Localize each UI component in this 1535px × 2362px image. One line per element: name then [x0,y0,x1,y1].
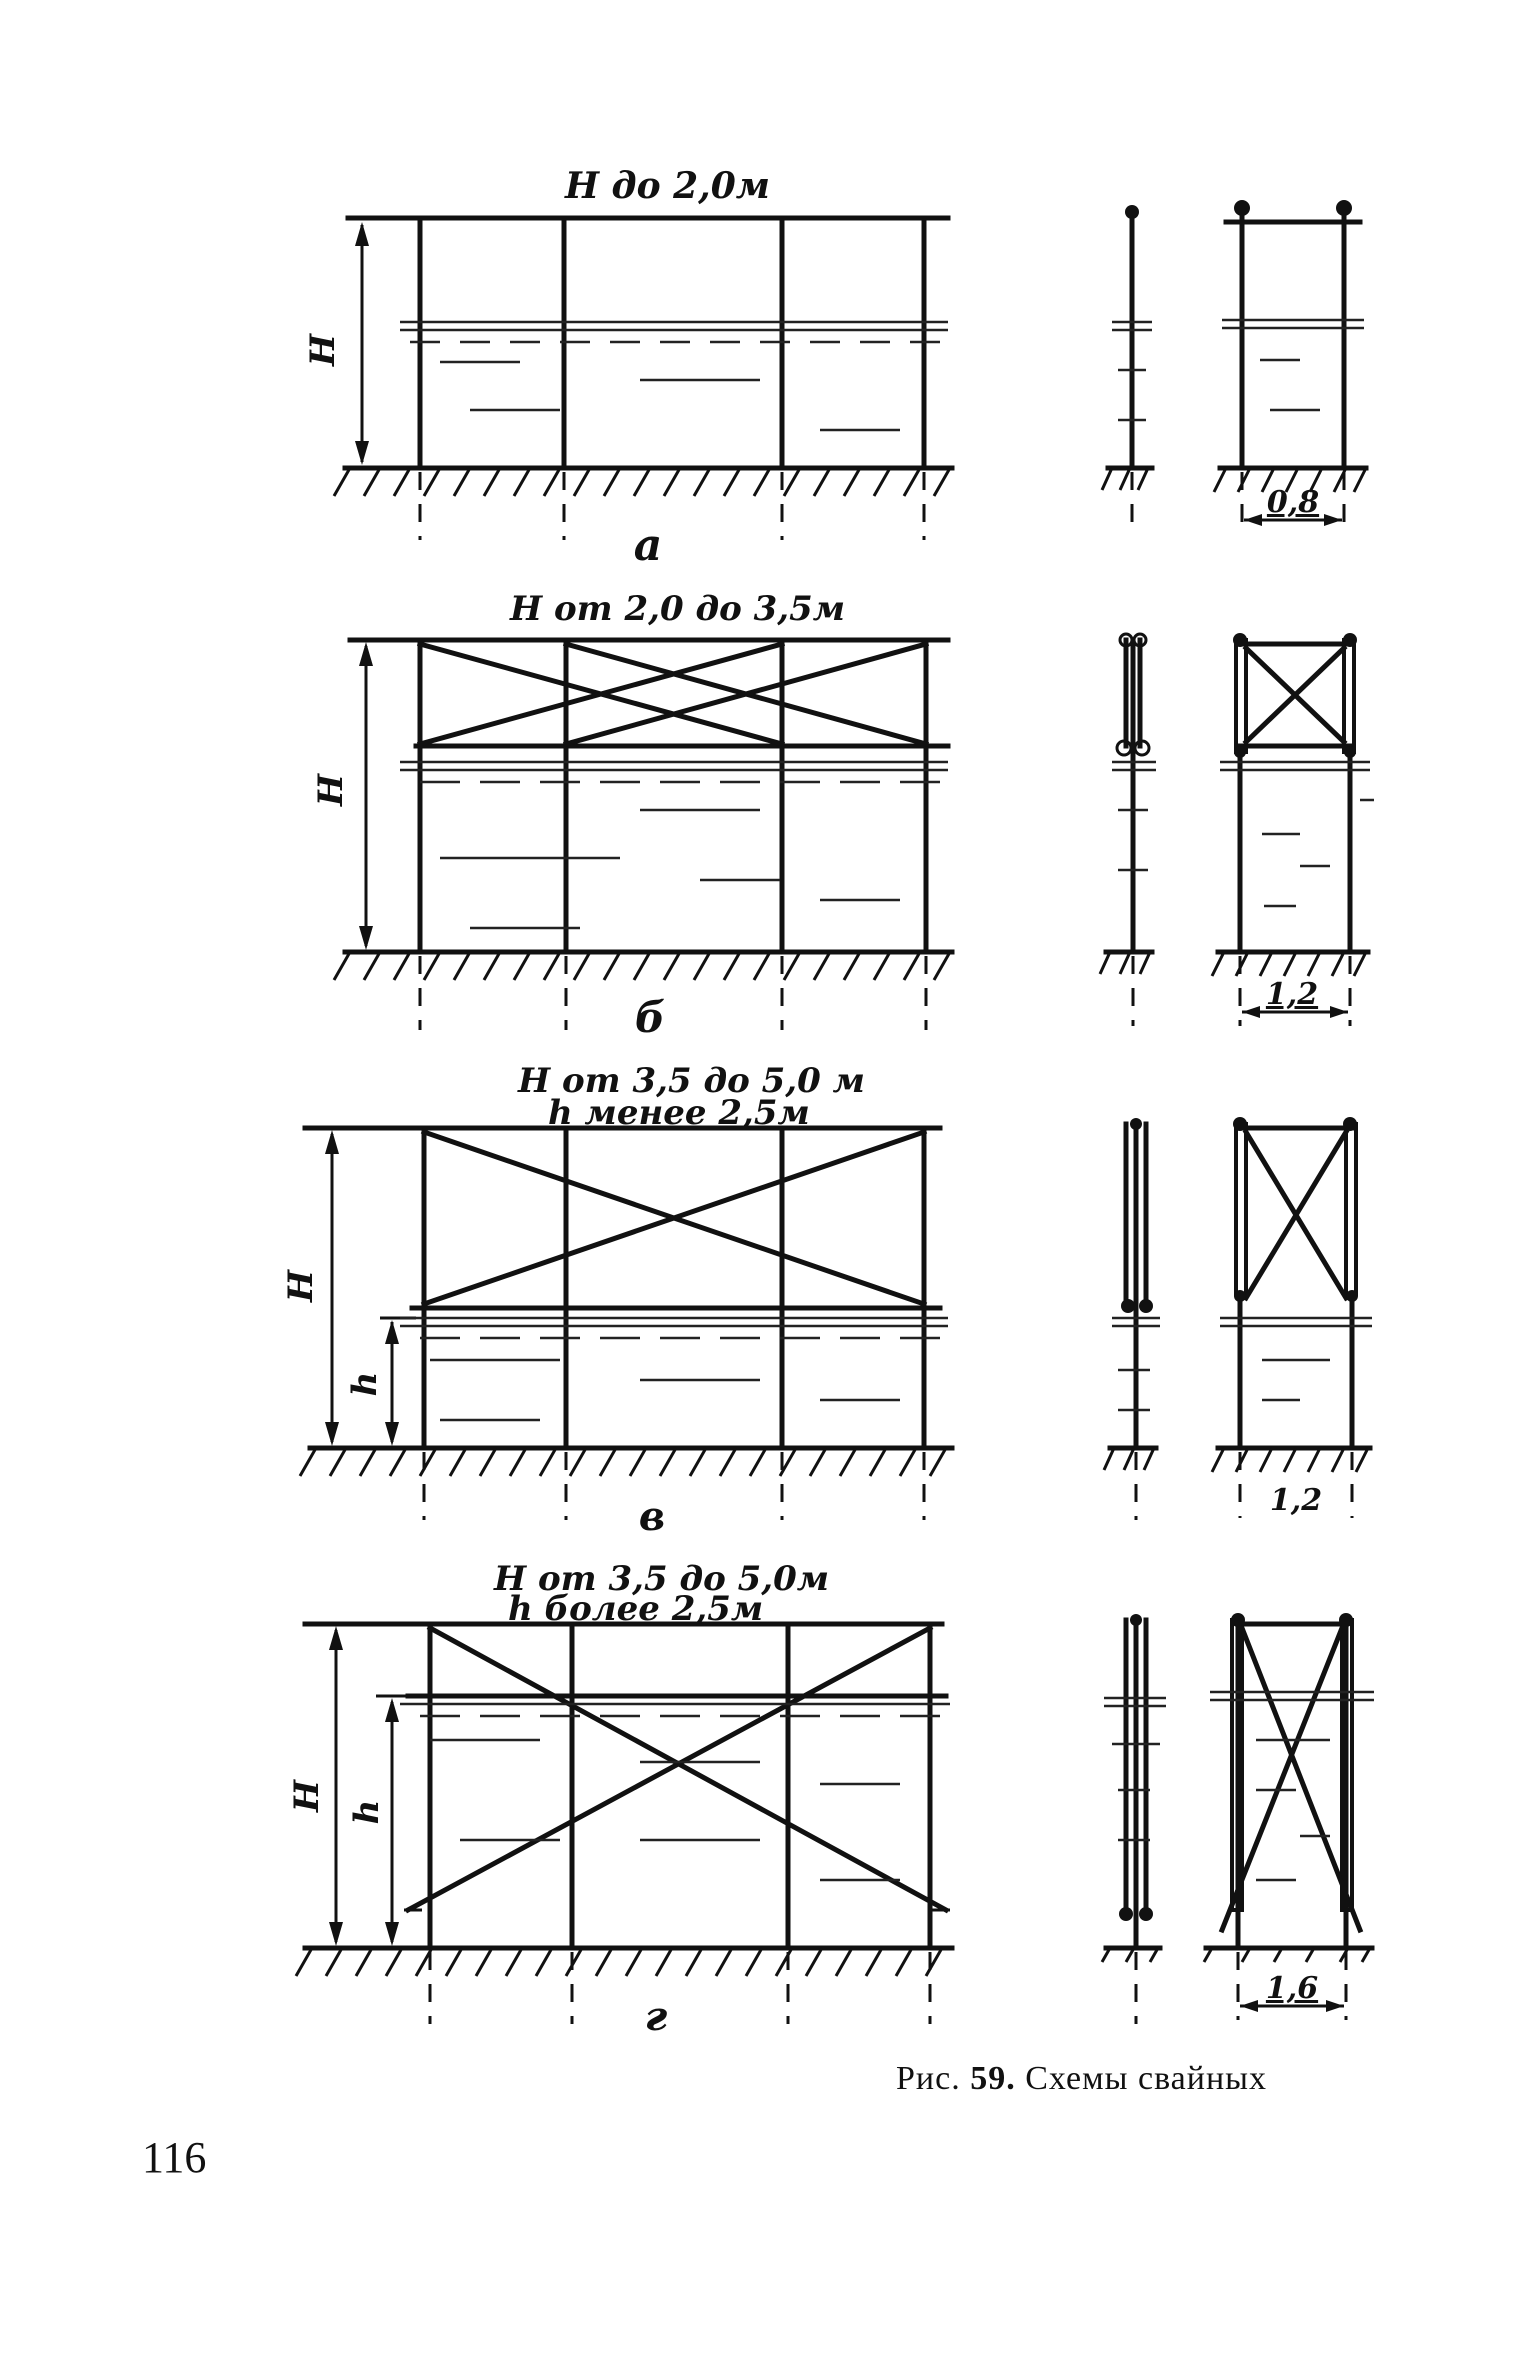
panel-a-title: H до 2,0м [565,165,770,207]
dimension-H-label: H [281,1269,321,1303]
water-surface [400,322,948,430]
panel-b-width-dimension: 1,2 [1265,977,1319,1012]
panel-a-letter: а [633,520,663,571]
panel-a [303,165,1366,571]
figure-caption [896,2060,1267,2098]
panel-v-title: H от 3,5 до 5,0 м [518,1061,865,1101]
caption-text: Схемы свайных [1025,2060,1268,2097]
panel-b-letter: б [634,993,666,1042]
water-surface [400,1704,950,1880]
page-number: 116 [142,2133,207,2182]
panel-g-letter: г [644,1993,668,2040]
dimension-H-label: H [303,333,343,367]
panel-g-side-view [1102,1614,1166,2024]
dimension-h-label: h [345,1371,385,1397]
panel-g-end-view [1204,1613,1374,2020]
panel-b [311,589,1374,1042]
water-surface [400,762,948,928]
panel-a-side-view [1102,205,1152,536]
panel-g-title: H от 3,5 до 5,0м [494,1559,830,1599]
panel-g-width-dimension: 1,6 [1265,1971,1319,2006]
dimension-H-label: H [287,1779,327,1813]
panel-g [287,1559,1374,2040]
panel-b-side-view [1100,634,1156,1026]
panel-a-end-view [1214,200,1366,530]
panel-a-width-dimension: 0,8 [1266,485,1320,520]
panel-v-letter: в [638,1493,666,1540]
panel-v-side-view [1104,1118,1160,1520]
panel-g-subtitle: h более 2,5м [508,1589,764,1629]
panel-b-end-view [1212,633,1374,1026]
panel-v [281,1061,1372,1540]
dimension-H-label: H [311,773,351,807]
water-surface [400,1318,948,1420]
caption-number: 59. [970,2060,1016,2097]
panel-v-end-view [1212,1117,1372,1518]
ground-hatching [334,468,950,496]
panel-b-title: H от 2,0 до 3,5м [510,589,846,629]
caption-prefix: Рис. [896,2060,961,2097]
panel-v-subtitle: h менее 2,5м [548,1093,810,1133]
panel-v-width-dimension: 1,2 [1269,1483,1323,1518]
dimension-h-label: h [347,1799,387,1825]
